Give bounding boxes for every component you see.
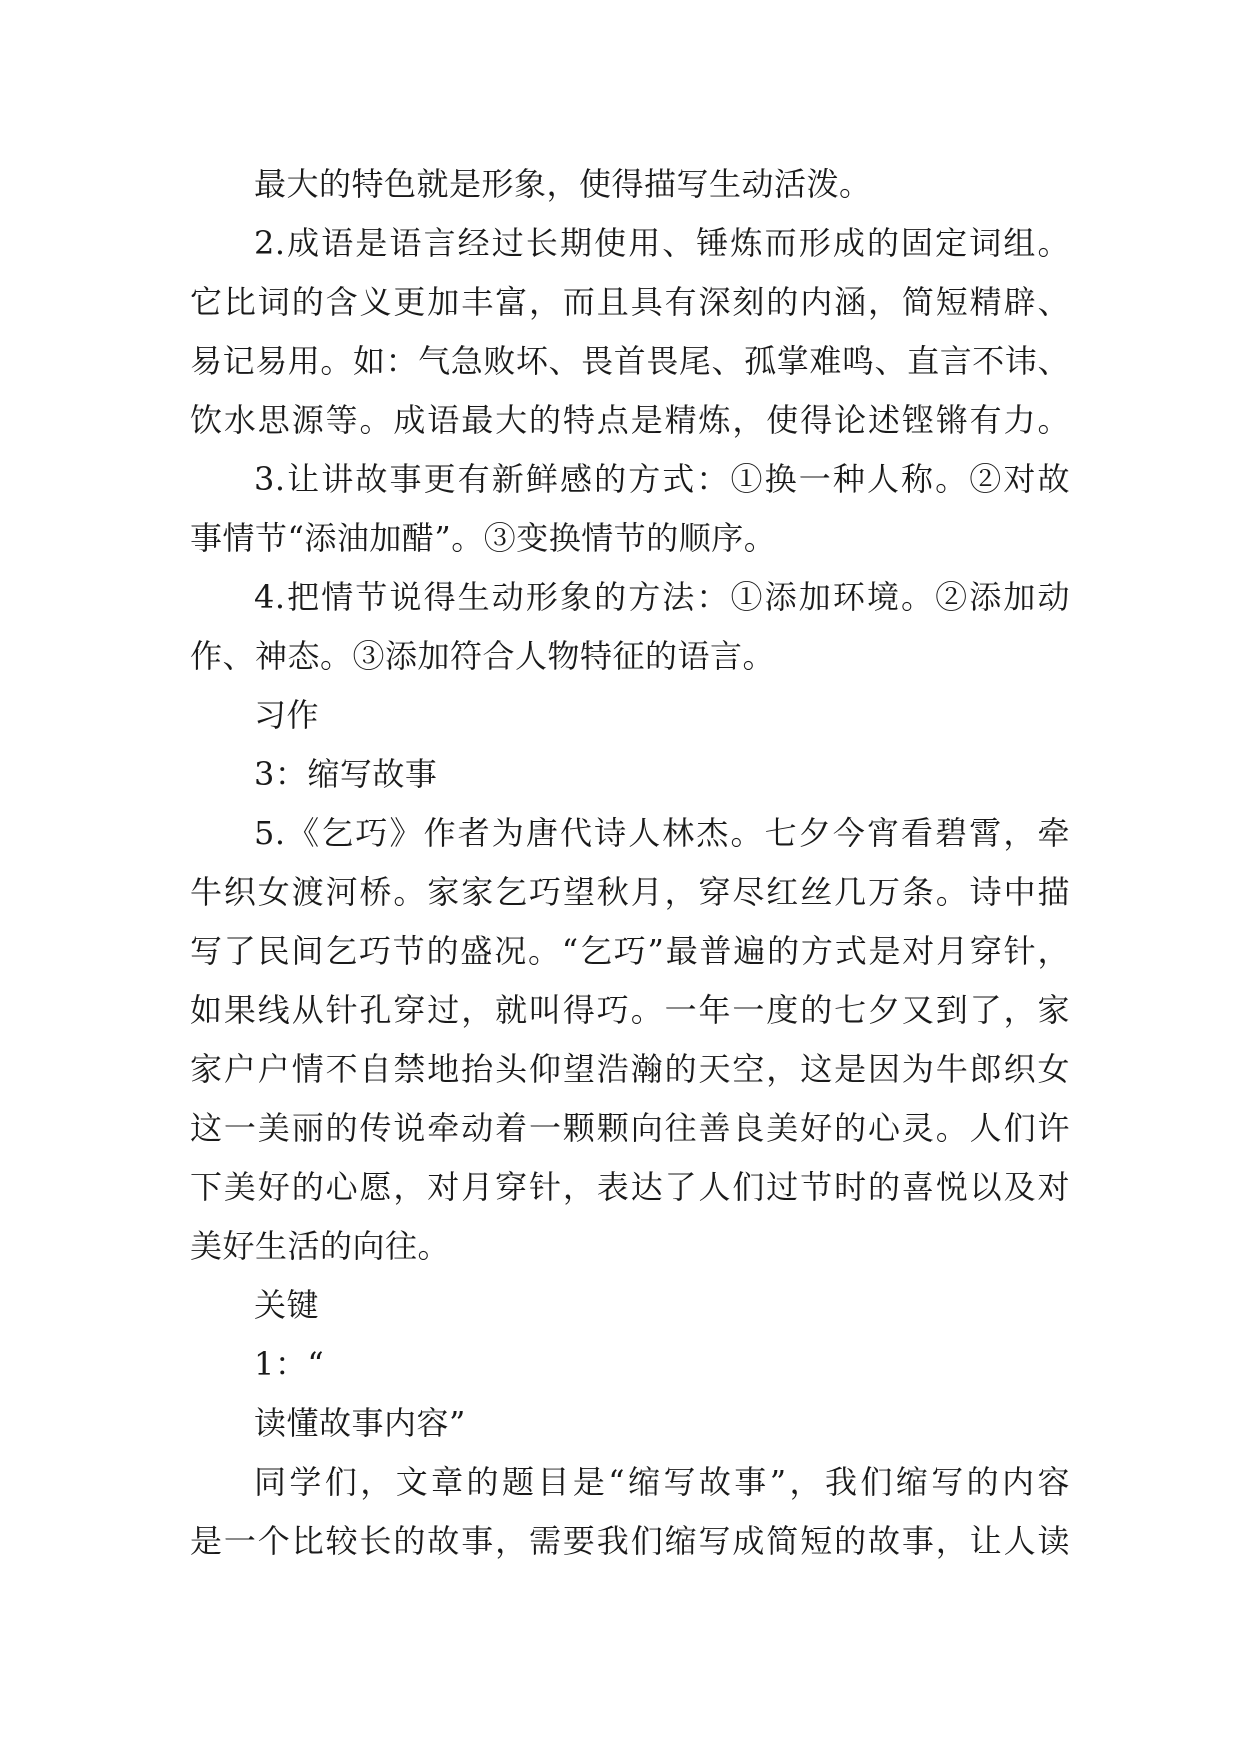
text-line: 家户户情不自禁地抬头仰望浩瀚的天空，这是因为牛郎织女 xyxy=(190,1050,1070,1088)
text-line: 事情节“添油加醋”。③变换情节的顺序。 xyxy=(190,519,777,557)
text-line: 关键 xyxy=(254,1286,320,1324)
text-line: 5.《乞巧》作者为唐代诗人林杰。七夕今宵看碧霄，牵 xyxy=(254,814,1070,852)
text-line: 如果线从针孔穿过，就叫得巧。一年一度的七夕又到了，家 xyxy=(190,991,1070,1029)
text-line: 习作 xyxy=(254,696,320,734)
text-line: 同学们，文章的题目是“缩写故事”，我们缩写的内容 xyxy=(254,1463,1070,1501)
text-line: 下美好的心愿，对月穿针，表达了人们过节时的喜悦以及对 xyxy=(190,1168,1070,1206)
text-line: 写了民间乞巧节的盛况。“乞巧”最普遍的方式是对月穿针， xyxy=(190,932,1070,970)
text-line: 2.成语是语言经过长期使用、锤炼而形成的固定词组。 xyxy=(254,224,1070,262)
text-line: 3.让讲故事更有新鲜感的方式：①换一种人称。②对故 xyxy=(254,460,1070,498)
text-line: 饮水思源等。成语最大的特点是精炼，使得论述铿锵有力。 xyxy=(190,401,1070,439)
text-line: 作、神态。③添加符合人物特征的语言。 xyxy=(190,637,776,675)
text-line: 它比词的含义更加丰富，而且具有深刻的内涵，简短精辟、 xyxy=(190,283,1070,321)
text-line: 是一个比较长的故事，需要我们缩写成简短的故事，让人读 xyxy=(190,1522,1070,1560)
text-line: 1：“ xyxy=(254,1345,325,1383)
text-line: 最大的特色就是形象，使得描写生动活泼。 xyxy=(254,165,872,203)
text-line: 牛织女渡河桥。家家乞巧望秋月，穿尽红丝几万条。诗中描 xyxy=(190,873,1070,911)
text-line: 美好生活的向往。 xyxy=(190,1227,451,1265)
text-line: 3：缩写故事 xyxy=(254,755,438,793)
text-line: 4.把情节说得生动形象的方法：①添加环境。②添加动 xyxy=(254,578,1070,616)
text-line: 易记易用。如：气急败坏、畏首畏尾、孤掌难鸣、直言不讳、 xyxy=(190,342,1070,380)
text-line: 这一美丽的传说牵动着一颗颗向往善良美好的心灵。人们许 xyxy=(190,1109,1070,1147)
text-line: 读懂故事内容” xyxy=(254,1404,466,1442)
